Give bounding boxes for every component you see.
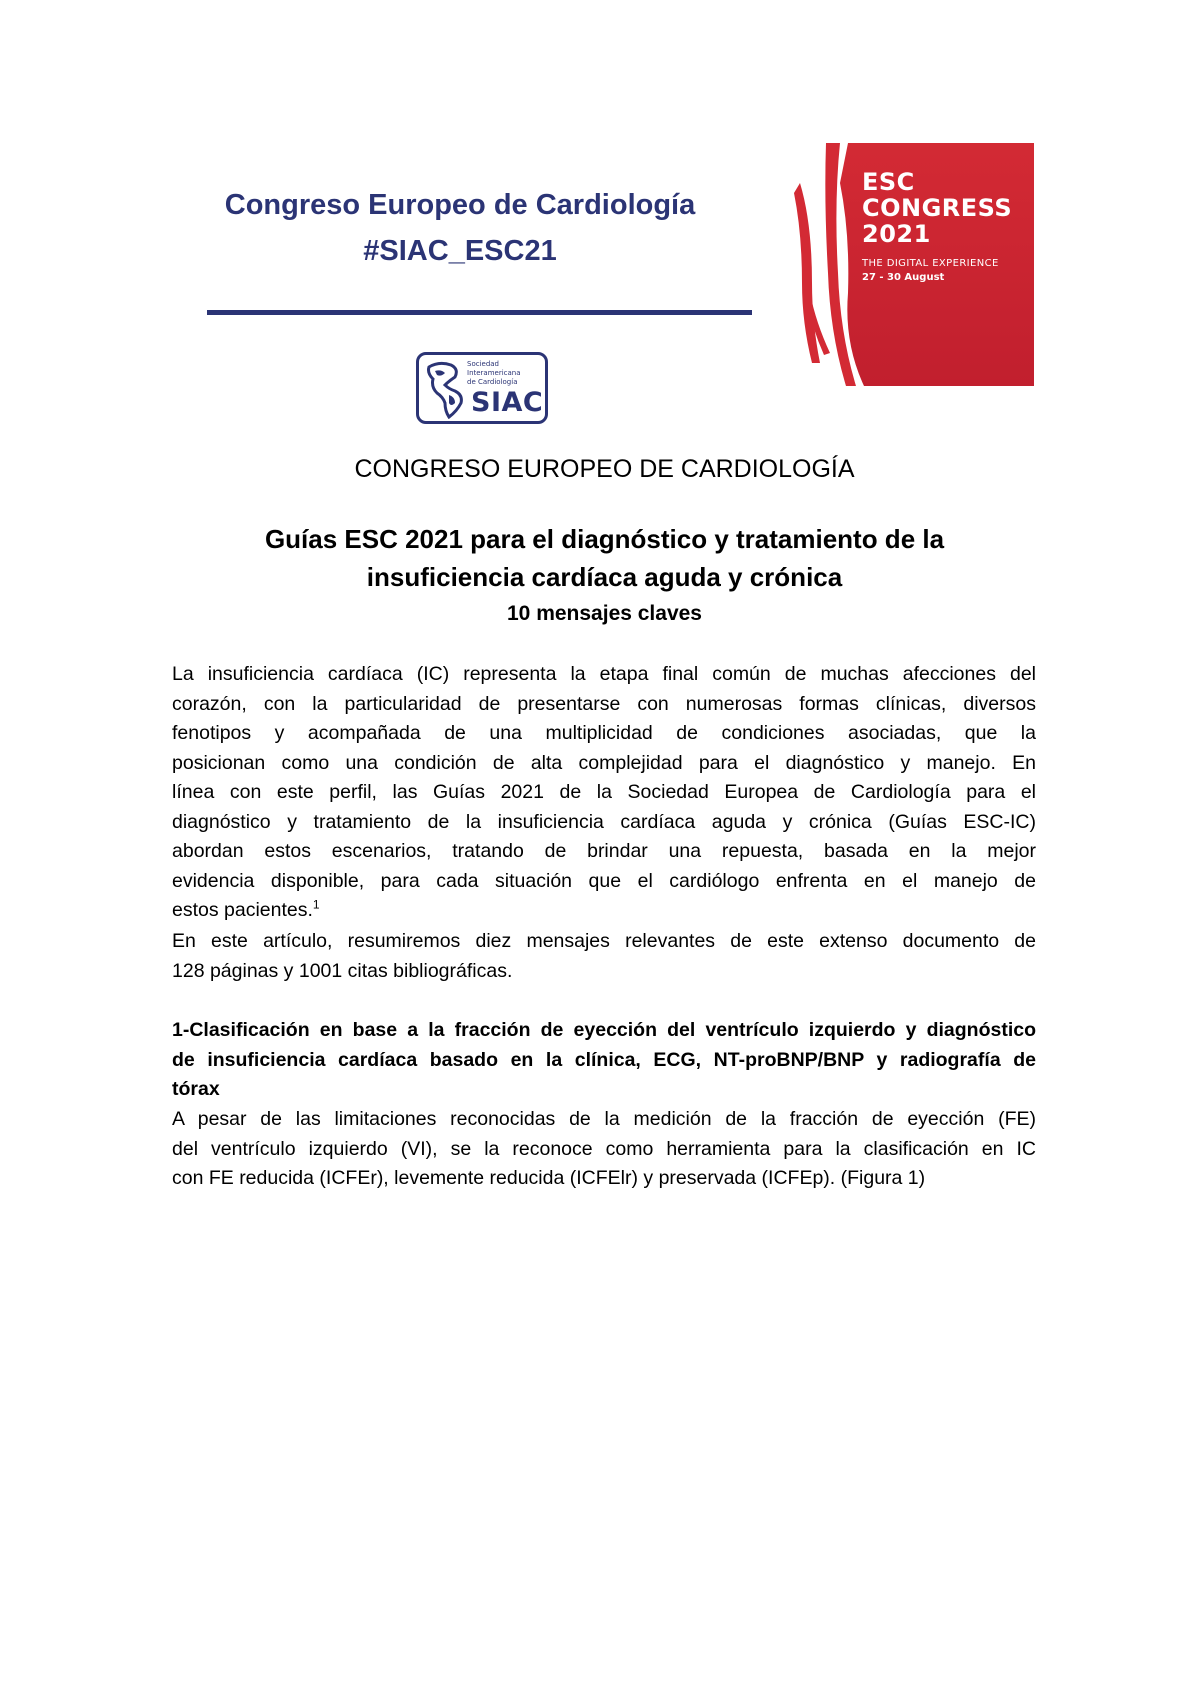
intro-line: fenotipos y acompañada de una multiplicidad de condiciones asociadas, que la bbox=[172, 722, 1036, 744]
americas-map-icon bbox=[425, 361, 467, 419]
section1-body-line: del ventrículo izquierdo (VI), se la reconoce como herramienta para la clasificación en IC bbox=[172, 1137, 1036, 1160]
esc-line2: CONGRESS bbox=[862, 194, 1013, 222]
siac-small-line1: Sociedad bbox=[467, 360, 500, 368]
citation-superscript: 1 bbox=[312, 897, 320, 912]
header-title-line2: #SIAC_ESC21 bbox=[363, 235, 557, 267]
esc-tagline: THE DIGITAL EXPERIENCE bbox=[862, 258, 999, 269]
intro-line: corazón, con la particularidad de presentarse con numerosas formas clínicas, diversos bbox=[172, 692, 1036, 715]
document-title-line2: insuficiencia cardíaca aguda y crónica bbox=[366, 562, 843, 592]
intro-line: línea con este perfil, las Guías 2021 de la Sociedad Europea de Cardiología para el bbox=[172, 781, 1036, 803]
siac-logo bbox=[416, 352, 548, 424]
section1-heading-line: de insuficiencia cardíaca basado en la clínica, ECG, NT-proBNP/BNP y radiografía de bbox=[172, 1048, 1036, 1071]
siac-small-line3: de Cardiología bbox=[467, 378, 518, 386]
esc-line1: ESC bbox=[862, 168, 915, 196]
esc-dates: 27 - 30 August bbox=[862, 272, 945, 283]
esc-line3: 2021 bbox=[862, 220, 931, 248]
summary-line: 128 páginas y 1001 citas bibliográficas. bbox=[172, 959, 513, 982]
header-divider bbox=[207, 310, 752, 315]
header-title-line1: Congreso Europeo de Cardiología bbox=[224, 189, 696, 221]
intro-line: evidencia disponible, para cada situación que el cardiólogo enfrenta en el manejo de bbox=[172, 869, 1036, 892]
esc-congress-banner bbox=[790, 143, 1034, 386]
document-subtitle: 10 mensajes claves bbox=[507, 602, 702, 625]
summary-paragraph bbox=[172, 927, 1036, 986]
siac-wordmark: SIAC bbox=[471, 387, 544, 418]
esc-banner-text bbox=[862, 169, 1012, 284]
section-heading: CONGRESO EUROPEO DE CARDIOLOGÍA bbox=[354, 455, 855, 483]
siac-small-line2: Interamericana bbox=[467, 369, 521, 377]
header-title bbox=[200, 182, 720, 274]
intro-last-text: estos pacientes. bbox=[172, 899, 313, 921]
siac-full-name bbox=[467, 360, 521, 387]
section1-heading-line: 1-Clasificación en base a la fracción de eyección del ventrículo izquierdo y diagnóstico bbox=[172, 1019, 1036, 1041]
intro-last-line bbox=[172, 896, 1036, 926]
intro-line: posicionan como una condición de alta complejidad para el diagnóstico y manejo. En bbox=[172, 751, 1036, 774]
document-title bbox=[172, 520, 1037, 596]
intro-line: La insuficiencia cardíaca (IC) representa la etapa final común de muchas afecciones del bbox=[172, 663, 1036, 685]
summary-line: En este artículo, resumiremos diez mensajes relevantes de este extenso documento de bbox=[172, 930, 1036, 952]
intro-line: abordan estos escenarios, tratando de brindar una repuesta, basada en la mejor bbox=[172, 840, 1036, 862]
section1-body bbox=[172, 1105, 1036, 1194]
section1-body-line: A pesar de las limitaciones reconocidas de la medición de la fracción de eyección (FE) bbox=[172, 1108, 1036, 1130]
intro-paragraph bbox=[172, 660, 1036, 926]
document-title-line1: Guías ESC 2021 para el diagnóstico y tratamiento de la bbox=[264, 524, 945, 554]
intro-line: diagnóstico y tratamiento de la insuficiencia cardíaca aguda y crónica (Guías ESC-IC) bbox=[172, 810, 1036, 833]
section1-body-line: con FE reducida (ICFEr), levemente reducida (ICFElr) y preservada (ICFEp). (Figura 1) bbox=[172, 1167, 926, 1189]
section1-heading-line: tórax bbox=[172, 1078, 220, 1100]
section1-heading bbox=[172, 1016, 1036, 1105]
